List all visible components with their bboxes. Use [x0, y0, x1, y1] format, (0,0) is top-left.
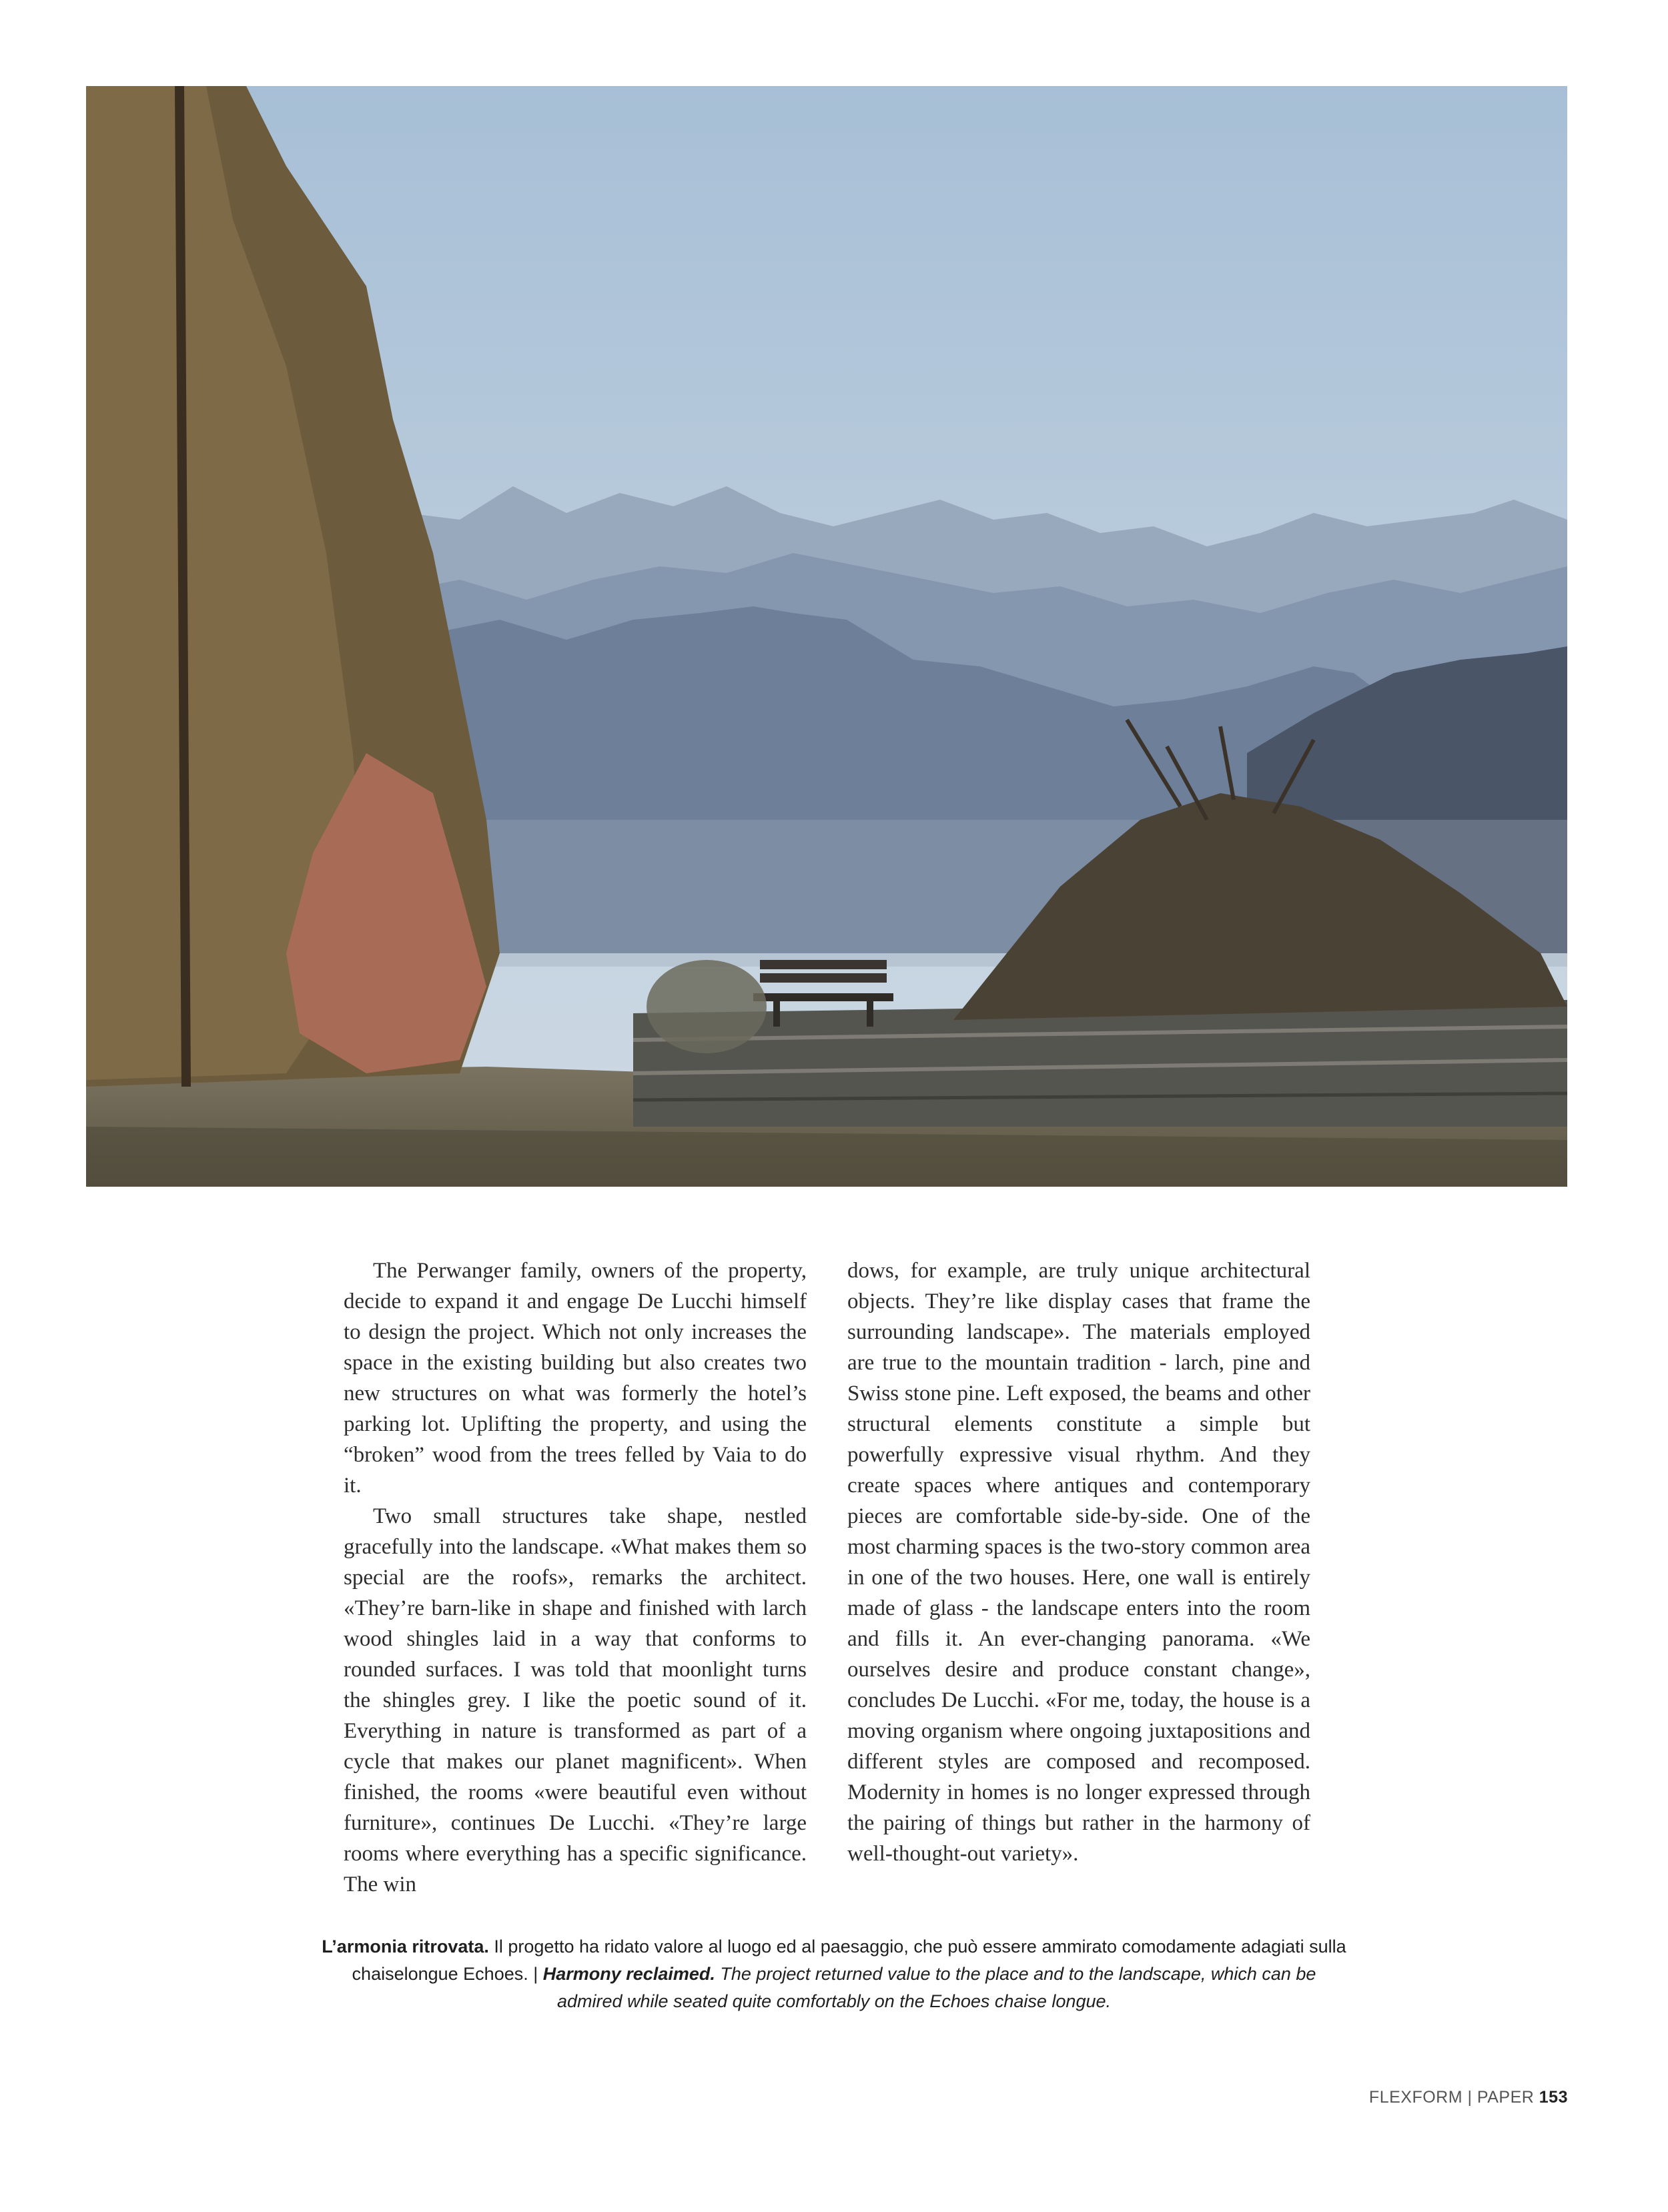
publication-name: FLEXFORM | PAPER — [1368, 2088, 1535, 2107]
body-column-right — [847, 1255, 1310, 1869]
body-paragraph: The Perwanger family, owners of the property, decide to expand it and engage De Lucchi himself to design the project. Which not only increases the space in the existing building but also creates two new structures on what was formerly the hotel’s parking lot. Uplifting the property, and using the “broken” wood from the trees felled by Vaia to do it. — [344, 1259, 807, 1498]
caption-title-english: Harmony reclaimed. — [542, 1964, 715, 1984]
body-paragraph: dows, for example, are truly unique architectural objects. They’re like display cases that frame the surrounding landscape». The materials employed are true to the mountain tradition - larch, pine and Swiss stone pine. Left exposed, the beams and other structural elements constitute a simple but powerfully expressive visual rhythm. And they create spaces where antiques and contemporary pieces are comfortable side-by-side. One of the most charming spaces is the two-story common area in one of the two houses. Here, one wall is entirely made of glass - the landscape enters into the room and fills it. An ever-changing panorama. «We ourselves desire and produce constant change», concludes De Lucchi. «For me, today, the house is a moving organism where ongoing juxtapositions and different styles are composed and recomposed. Modernity in homes is no longer expressed through the pairing of things but rather in the harmony of well-thought-out variety». — [847, 1259, 1310, 1866]
body-column-left — [344, 1255, 807, 1900]
landscape-photo — [86, 86, 1567, 1187]
landscape-illustration — [86, 86, 1567, 1187]
photo-caption — [320, 1933, 1348, 2015]
caption-text-english: The project returned value to the place and to the landscape, which can be admired while seated quite comfortably on the Echoes chaise longue. — [557, 1964, 1316, 2011]
caption-text-italian: Il progetto ha ridato valore al luogo ed al paesaggio, che può essere ammirato comodamente adagiati sulla chaiselongue Echoes. | — [352, 1937, 1346, 1984]
body-paragraph: Two small structures take shape, nestled gracefully into the landscape. «What makes them so special are the roofs», remarks the architect. «They’re barn-like in shape and finished with larch wood shingles laid in a way that conforms to rounded surfaces. I was told that moonlight turns the shingles grey. I like the poetic sound of it. Everything in nature is transformed as part of a cycle that makes our planet magnificent». When finished, the rooms «were beautiful even without furniture», continues De Lucchi. «They’re large rooms where everything has a specific significance. The win — [344, 1504, 807, 1896]
page-number: 153 — [1539, 2088, 1568, 2107]
caption-title-italian: L’armonia ritrovata. — [322, 1937, 489, 1957]
page-folio — [1369, 2088, 1568, 2107]
